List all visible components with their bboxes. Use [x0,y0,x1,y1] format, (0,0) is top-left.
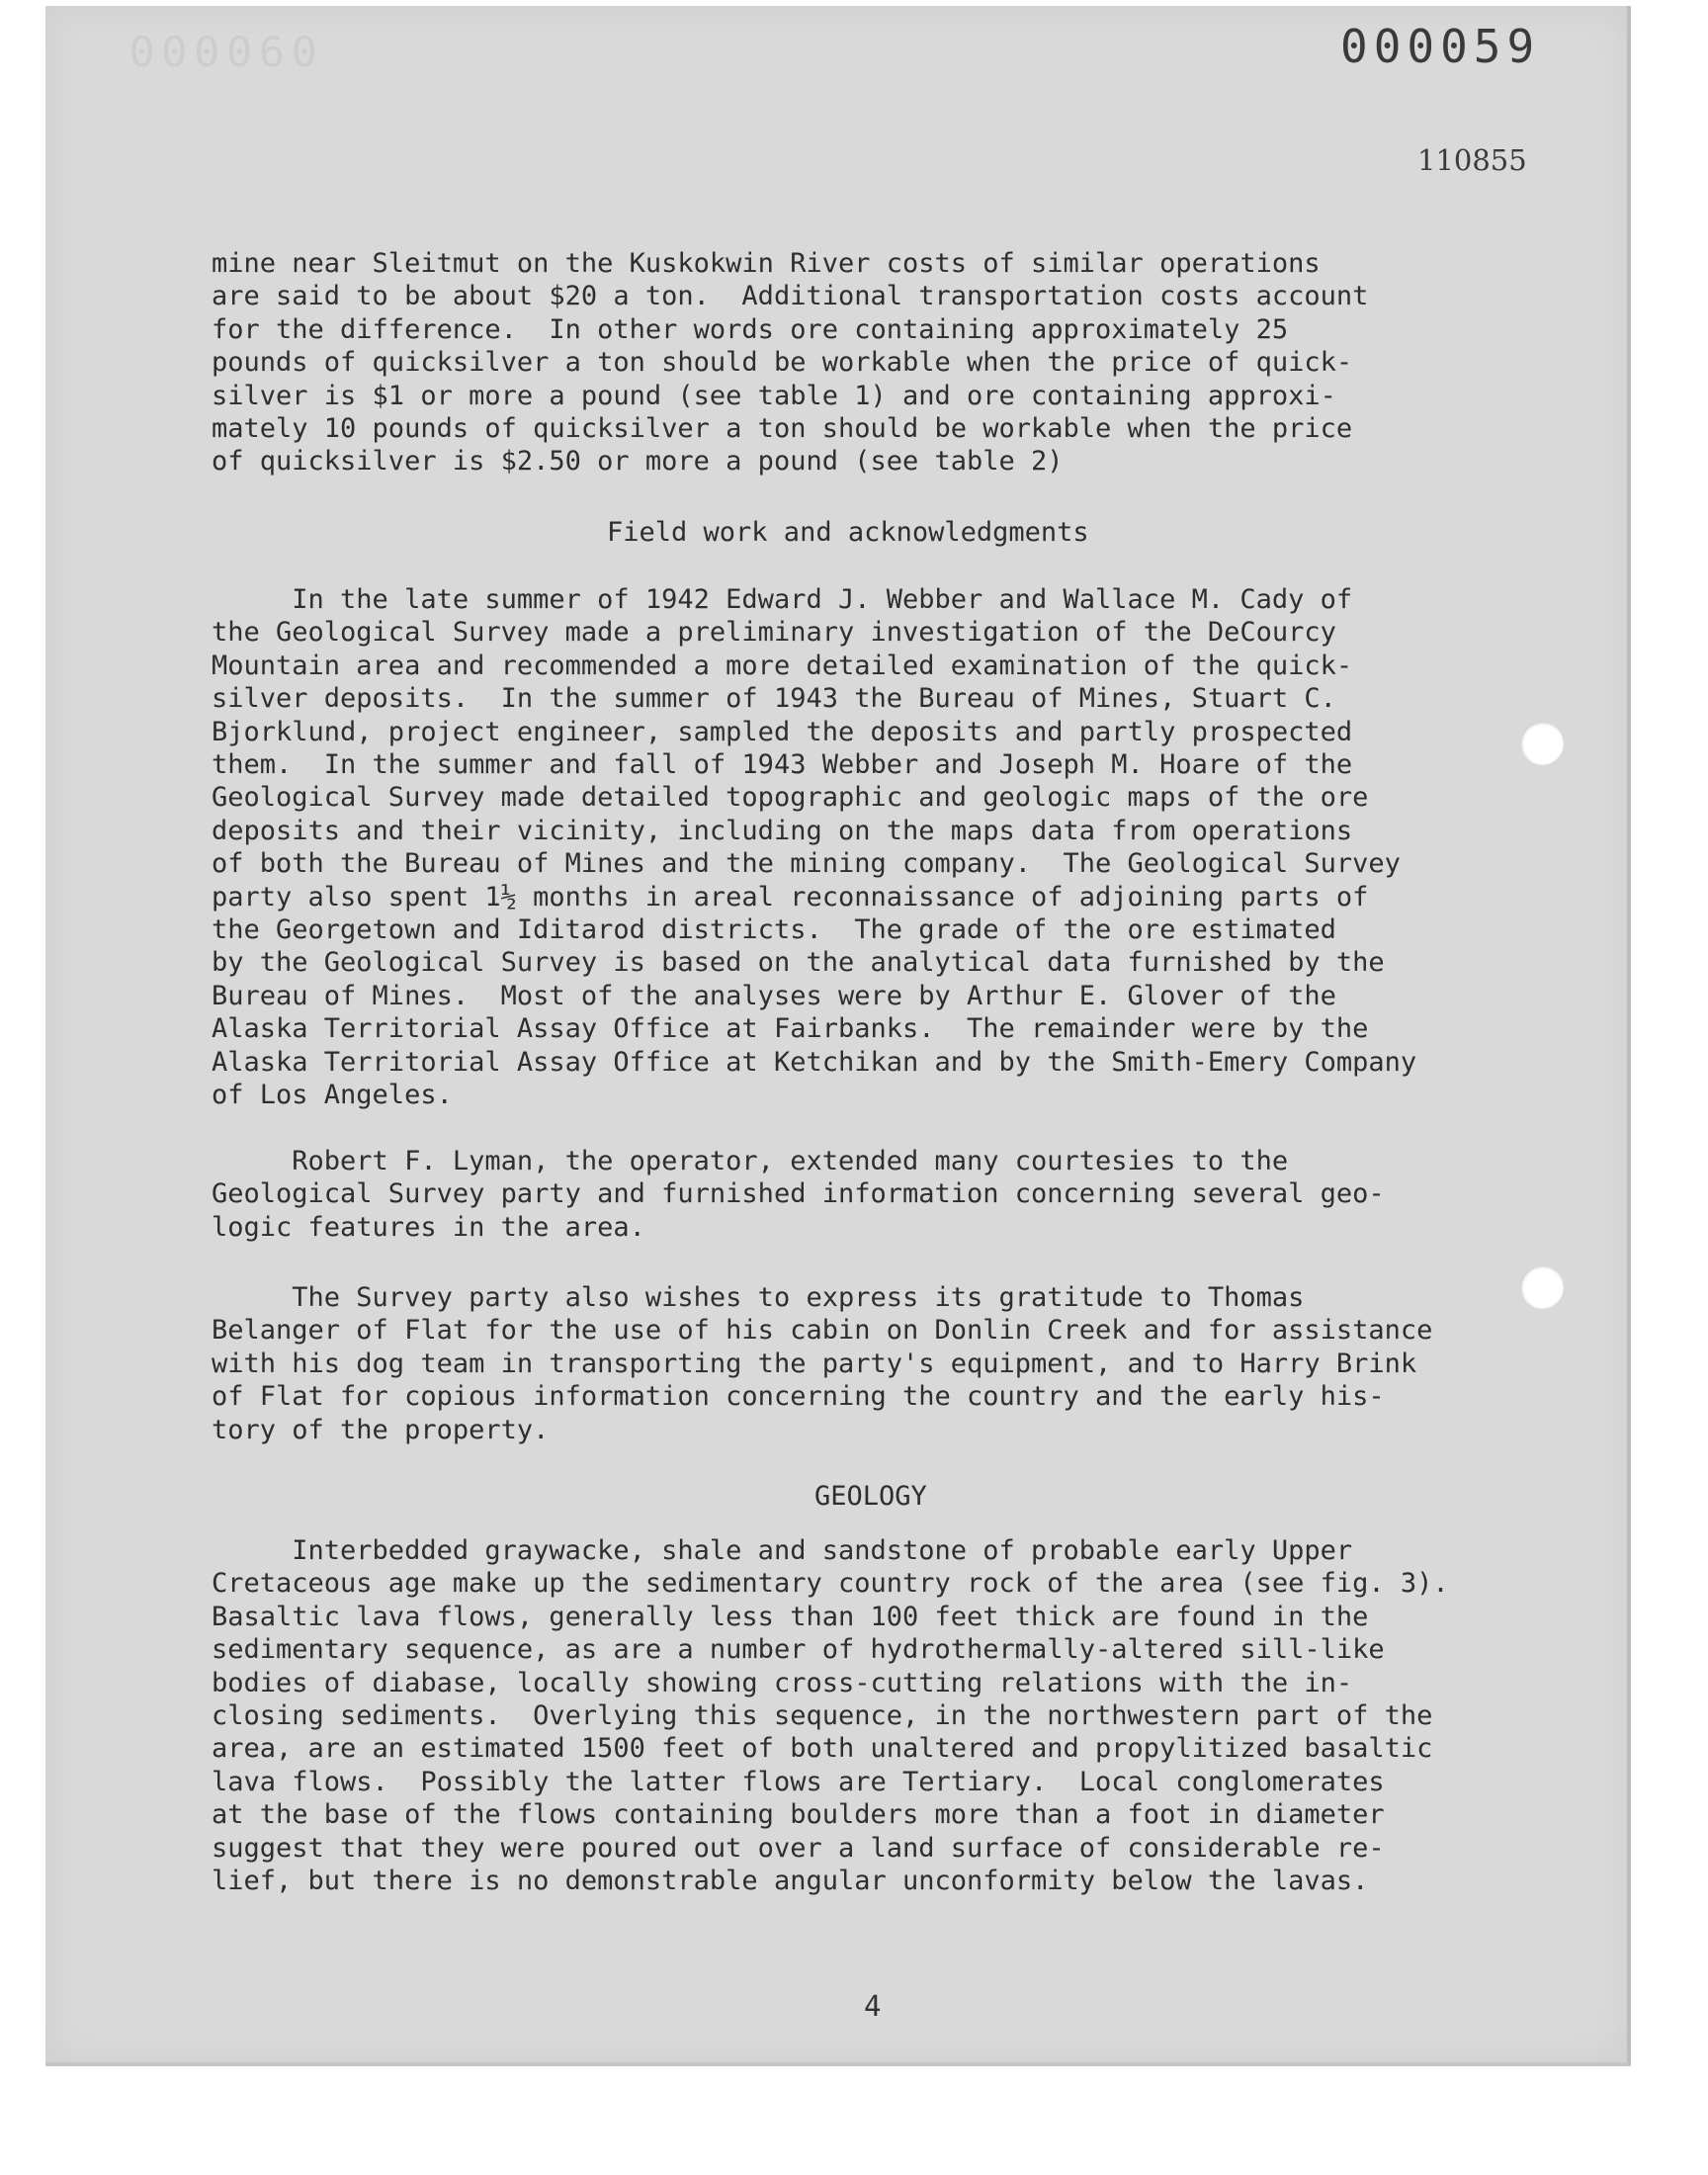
bleed-through-stamp: 000060 [128,28,324,76]
heading-geology: GEOLOGY [814,1481,927,1512]
paragraph-cost-estimate: mine near Sleitmut on the Kuskokwin River costs of similar operations are said to be about $20 a ton. Additional transportation costs account for the difference. In other words ore containing approximately 25 pounds of quicksilver a ton should be workable when the price of quick- silver is $1 or more a pound (see table 1) and ore containing approxi- mately 10 pounds of quicksilver a ton should be workable when the price of quicksilver is $2.50 or more a pound (see table 2) [212,248,1369,478]
document-id: 110855 [1417,143,1527,177]
punch-hole-top [1520,722,1564,765]
page-number: 4 [864,1989,882,2023]
paragraph-gratitude: The Survey party also wishes to express its gratitude to Thomas Belanger of Flat for the use of his cabin on Donlin Creek and for assistance with his dog team in transporting the party's equipment, and to Harry Brink of Flat for copious information concerning the country and the early his- tory of the property. [212,1282,1433,1445]
paragraph-lyman: Robert F. Lyman, the operator, extended many courtesies to the Geological Survey party and furnished information concerning several geo- logic features in the area. [212,1146,1385,1243]
heading-field-work: Field work and acknowledgments [607,517,1089,548]
paragraph-field-work: In the late summer of 1942 Edward J. Webber and Wallace M. Cady of the Geological Survey made a preliminary investigation of the DeCourcy Mountain area and recommended a more detailed examination of the quick- silver deposits. In the summer of 1943 the Bureau of Mines, Stuart C. Bjorklund, project engineer, sampled the deposits and partly prospected them. In the summer and fall of 1943 Webber and Joseph M. Hoare of the Geological Survey made detailed topographic and geologic maps of the ore deposits and their vicinity, including on the maps data from operations of both the Bureau of Mines and the mining company. The Geological Survey party also spent 1½ months in areal reconnaissance of adjoining parts of the Georgetown and Iditarod districts. The grade of the ore estimated by the Geological Survey is based on the analytical data furnished by the Bureau of Mines. Most of the analyses were by Arthur E. Glover of the Alaska Territorial Assay Office at Fairbanks. The remainder were by the Alaska Territorial Assay Office at Ketchikan and by the Smith-Emery Company of Los Angeles. [212,584,1417,1111]
stamp-number: 000059 [1340,20,1541,73]
paragraph-geology: Interbedded graywacke, shale and sandstone of probable early Upper Cretaceous age make up the sedimentary country rock of the area (see fig. 3). Basaltic lava flows, generally less than 100 feet thick are found in the sedimentary sequence, as are a number of hydrothermally-altered sill-like bodies of diabase, locally showing cross-cutting relations with the in- closing sediments. Overlying this sequence, in the northwestern part of the area, are an estimated 1500 feet of both unaltered and propylitized basaltic lava flows. Possibly the latter flows are Tertiary. Local conglomerates at the base of the flows containing boulders more than a foot in diameter suggest that they were poured out over a land surface of considerable re- lief, but there is no demonstrable angular unconformity below the lavas. [212,1535,1449,1897]
punch-hole-bottom [1520,1265,1564,1309]
